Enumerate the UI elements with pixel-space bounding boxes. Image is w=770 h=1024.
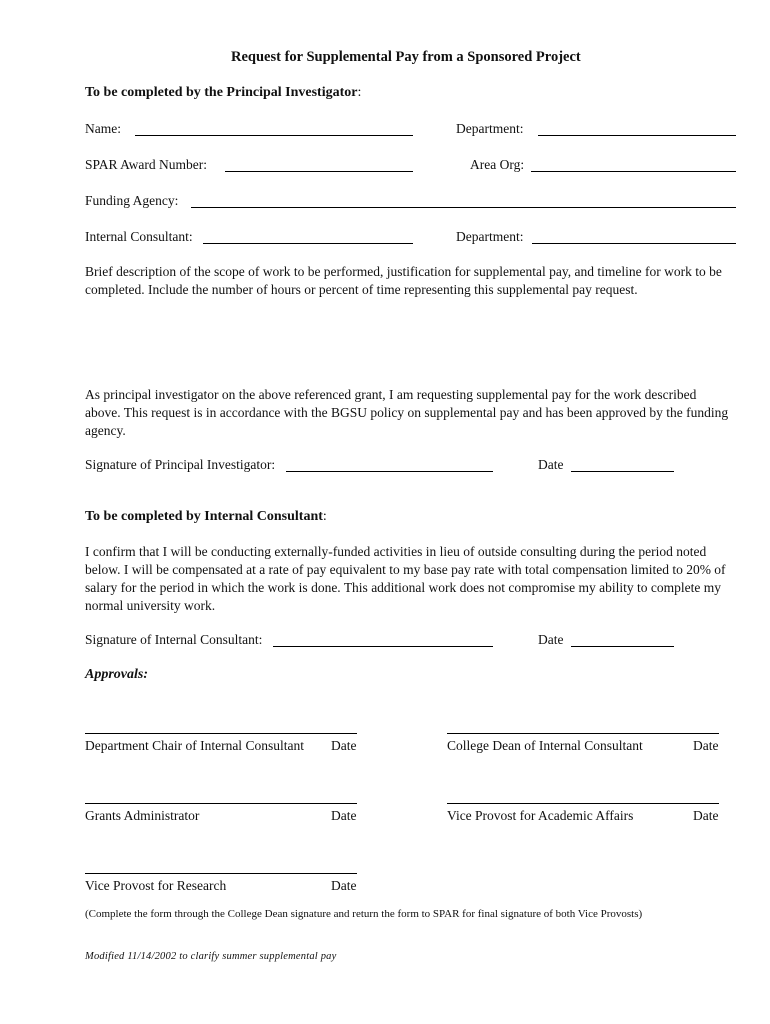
college-dean-label: College Dean of Internal Consultant xyxy=(447,738,643,753)
internal-consultant-field[interactable] xyxy=(203,243,413,244)
scope-description-area[interactable] xyxy=(85,305,735,375)
spar-award-label: SPAR Award Number: xyxy=(85,157,208,172)
spar-award-field[interactable] xyxy=(225,171,413,172)
vp-research-date-label: Date xyxy=(331,878,357,893)
grants-admin-label: Grants Administrator xyxy=(85,808,200,823)
pi-date-field[interactable] xyxy=(571,471,674,472)
footer-note: Modified 11/14/2002 to clarify summer supplemental pay xyxy=(85,951,337,962)
pi-heading-text: To be completed by the Principal Investigator xyxy=(85,85,358,100)
pi-signature-label: Signature of Principal Investigator: xyxy=(85,457,276,472)
department2-field[interactable] xyxy=(532,243,736,244)
department2-label: Department: xyxy=(456,229,524,244)
department-chair-label: Department Chair of Internal Consultant xyxy=(85,738,304,753)
consultant-heading-colon: : xyxy=(322,509,327,524)
vp-academic-signature-line[interactable] xyxy=(447,803,719,804)
college-dean-date-label: Date xyxy=(693,738,719,753)
pi-signature-field[interactable] xyxy=(286,471,493,472)
grants-admin-date-label: Date xyxy=(331,808,357,823)
vp-academic-date-label: Date xyxy=(693,808,719,823)
pi-date-label: Date xyxy=(538,457,564,472)
vp-academic-label: Vice Provost for Academic Affairs xyxy=(447,808,634,823)
consultant-heading-text: To be completed by Internal Consultant xyxy=(85,509,323,524)
internal-consultant-label: Internal Consultant: xyxy=(85,229,193,244)
consultant-signature-label: Signature of Internal Consultant: xyxy=(85,632,263,647)
department-label: Department: xyxy=(456,121,524,136)
funding-agency-field[interactable] xyxy=(191,207,736,208)
form-instructions: (Complete the form through the College Dean signature and return the form to SPAR for final signature of both Vice Provosts) xyxy=(85,908,643,920)
approvals-heading: Approvals: xyxy=(85,667,148,682)
name-field[interactable] xyxy=(135,135,413,136)
pi-section-heading xyxy=(85,85,361,101)
pi-statement: As principal investigator on the above referenced grant, I am requesting supplemental pay for the work described above. This request is in accordance with the BGSU policy on supplemental pay and has been approved by the funding agency. xyxy=(85,387,729,438)
vp-research-signature-line[interactable] xyxy=(85,873,357,874)
form-title: Request for Supplemental Pay from a Sponsored Project xyxy=(231,49,581,65)
pi-heading-colon: : xyxy=(357,85,362,100)
funding-agency-label: Funding Agency: xyxy=(85,193,179,208)
name-label: Name: xyxy=(85,121,121,136)
consultant-signature-field[interactable] xyxy=(273,646,493,647)
consultant-date-field[interactable] xyxy=(571,646,674,647)
department-chair-signature-line[interactable] xyxy=(85,733,357,734)
college-dean-signature-line[interactable] xyxy=(447,733,719,734)
scope-description: Brief description of the scope of work to be performed, justification for supplemental pay, and timeline for work to be completed. Include the number of hours or percent of time representing this supplemental pay request. xyxy=(85,264,722,297)
area-org-field[interactable] xyxy=(531,171,736,172)
vp-research-label: Vice Provost for Research xyxy=(85,878,227,893)
department-field[interactable] xyxy=(538,135,736,136)
area-org-label: Area Org: xyxy=(470,157,525,172)
consultant-date-label: Date xyxy=(538,632,564,647)
consultant-statement: I confirm that I will be conducting externally-funded activities in lieu of outside consulting during the period noted below. I will be compensated at a rate of pay equivalent to my base pay rate with total compensation limited to 20% of salary for the period in which the work is done. This additional work does not compromise my ability to complete my normal university work. xyxy=(85,544,726,613)
department-chair-date-label: Date xyxy=(331,738,357,753)
consultant-section-heading xyxy=(85,509,327,525)
grants-admin-signature-line[interactable] xyxy=(85,803,357,804)
